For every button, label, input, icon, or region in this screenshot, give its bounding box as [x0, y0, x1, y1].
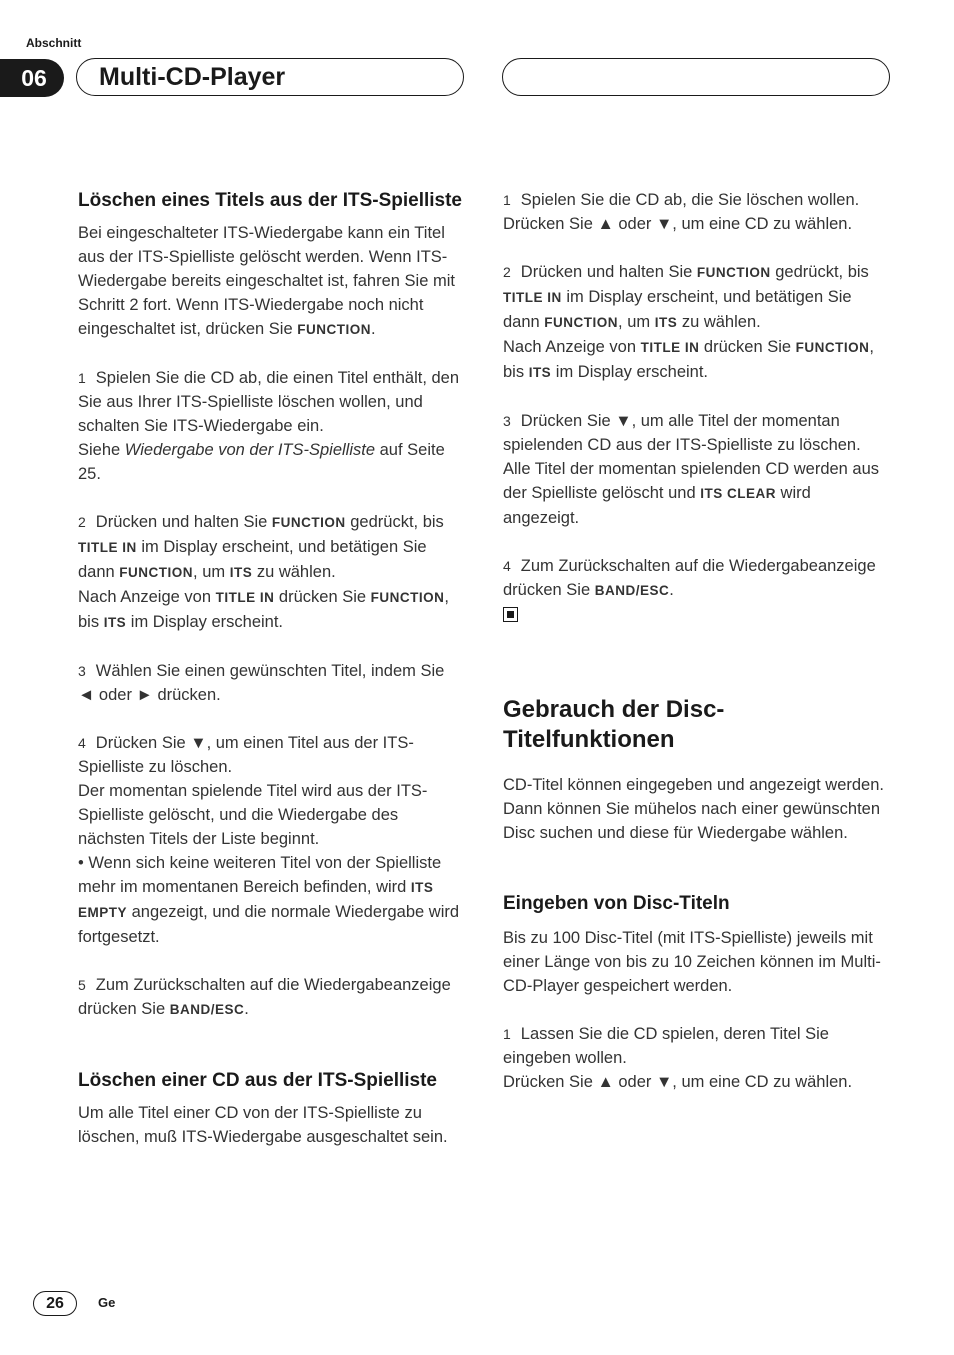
step-2: 2 Drücken und halten Sie FUNCTION gedrückt, bis TITLE IN im Display erscheint, und betätigen Sie dann FUNCTION, um ITS zu wählen. [78, 513, 444, 581]
header-empty-box [502, 58, 890, 96]
heading-enter-disc-titles: Eingeben von Disc-Titeln [503, 893, 730, 914]
heading-delete-cd: Löschen einer CD aus der ITS-Spielliste [78, 1070, 437, 1091]
right-column [503, 188, 887, 1094]
right-step-1-body: Drücken Sie ▲ oder ▼, um eine CD zu wählen. [503, 215, 853, 233]
chapter-title: Multi-CD-Player [76, 58, 464, 96]
enter-disc-titles-body: Bis zu 100 Disc-Titel (mit ITS-Spielliste) jeweils mit einer Länge von bis zu 10 Zeichen können im Multi-CD-Player gespeichert werden. [503, 929, 881, 995]
section-title-disc-titles: Gebrauch der Disc-Titelfunktionen [503, 696, 725, 753]
step-1-body: Siehe Wiedergabe von der ITS-Spielliste auf Seite 25. [78, 441, 445, 483]
right-step-5-body: Drücken Sie ▲ oder ▼, um eine CD zu wählen. [503, 1073, 853, 1091]
right-step-1: 1 Spielen Sie die CD ab, die Sie löschen wollen. [503, 191, 860, 209]
right-step-2: 2 Drücken und halten Sie FUNCTION gedrückt, bis TITLE IN im Display erscheint, und betätigen Sie dann FUNCTION, um ITS zu wählen. [503, 263, 869, 331]
right-step-3-body: Alle Titel der momentan spielenden CD werden aus der Spielliste gelöscht und ITS CLEAR wird angezeigt. [503, 460, 880, 527]
step-4-body: Der momentan spielende Titel wird aus der ITS-Spielliste gelöscht, und die Wiedergabe des nächsten Titels der Liste beginnt. [78, 782, 428, 848]
right-step-2-body: Nach Anzeige von TITLE IN drücken Sie FUNCTION, bis ITS im Display erscheint. [503, 338, 874, 381]
language-label: Ge [98, 1295, 116, 1310]
step-3: 3 Wählen Sie einen gewünschten Titel, indem Sie ◄ oder ► drücken. [78, 662, 445, 704]
end-mark-icon [503, 607, 518, 622]
page-number: 26 [33, 1291, 77, 1316]
step-4: 4 Drücken Sie ▼, um einen Titel aus der ITS-Spielliste zu löschen. [78, 734, 414, 776]
left-column [78, 188, 462, 1149]
delete-cd-body: Um alle Titel einer CD von der ITS-Spielliste zu löschen, muß ITS-Wiedergabe ausgeschaltet sein. [78, 1104, 448, 1146]
right-step-3: 3 Drücken Sie ▼, um alle Titel der momentan spielenden CD aus der ITS-Spielliste zu löschen. [503, 412, 861, 454]
step-1: 1 Spielen Sie die CD ab, die einen Titel enthält, den Sie aus Ihrer ITS-Spielliste löschen wollen, und schalten Sie ITS-Wiedergabe ein. [78, 369, 460, 435]
step-2-body: Nach Anzeige von TITLE IN drücken Sie FUNCTION, bis ITS im Display erscheint. [78, 588, 449, 631]
section-body: CD-Titel können eingegeben und angezeigt werden. Dann können Sie mühelos nach einer gewünschten Disc suchen und diese für Wiedergabe wählen. [503, 776, 884, 842]
intro-paragraph: Bei eingeschalteter ITS-Wiedergabe kann ein Titel aus der ITS-Spielliste gelöscht werden. Wenn ITS-Wiedergabe bereits eingeschaltet ist, fahren Sie mit Schritt 2 fort. Wenn ITS-Wiedergabe noch nicht eingeschaltet ist, drücken Sie FUNCTION. [78, 224, 455, 338]
step-4-bullet: • Wenn sich keine weiteren Titel von der Spielliste mehr im momentanen Bereich befinden, wird ITS EMPTY angezeigt, und die normale Wiedergabe wird fortgesetzt. [78, 854, 460, 946]
chapter-number-badge: 06 [0, 59, 64, 97]
step-5: 5 Zum Zurückschalten auf die Wiedergabeanzeige drücken Sie BAND/ESC. [78, 976, 451, 1018]
right-step-4: 4 Zum Zurückschalten auf die Wiedergabeanzeige drücken Sie BAND/ESC. [503, 557, 876, 599]
heading-delete-title: Löschen eines Titels aus der ITS-Spielliste [78, 190, 462, 211]
section-label: Abschnitt [26, 36, 82, 50]
right-step-5: 1 Lassen Sie die CD spielen, deren Titel Sie eingeben wollen. [503, 1025, 829, 1067]
